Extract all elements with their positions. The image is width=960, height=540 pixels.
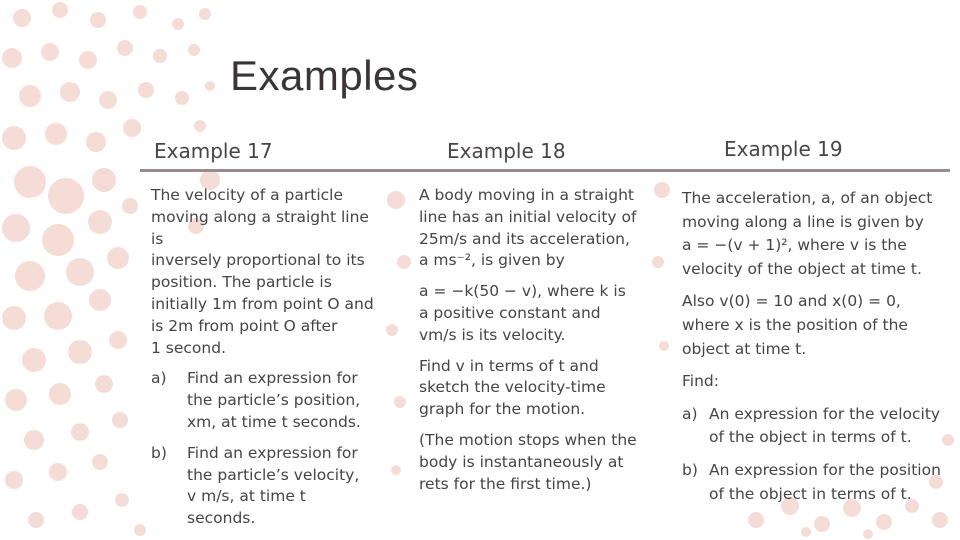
example-17-item-b: b) Find an expression for the particle’s velocity, v m/s, at time t seconds. [151,443,360,528]
example-19-item-a: a) An expression for the velocity of the object in terms of t. [682,404,941,447]
example-17-body [151,185,386,539]
example-17-intro: The velocity of a particle moving along a straight line is inversely proportional to its position. The particle is initially 1m from point O and is 2m from point O after 1 second. [151,186,374,357]
example-18-para-3: Find v in terms of t and sketch the velocity-time graph for the motion. [419,356,606,419]
example-19-find-label: Find: [682,372,719,391]
example-19-heading: Example 19 [724,137,843,161]
example-18-body [419,185,654,504]
example-18-para-2: a = −k(50 − v), where k is a positive constant and vm/s is its velocity. [419,282,626,344]
example-17-heading: Example 17 [154,139,273,163]
example-19-body [682,187,947,515]
example-18-para-4: (The motion stops when the body is instantaneously at rets for the first time.) [419,430,637,493]
example-19-item-b: b) An expression for the position of the object in terms of t. [682,460,941,503]
header-divider [140,169,950,172]
example-19-para-2: Also v(0) = 10 and x(0) = 0, where x is the position of the object at time t. [682,292,908,358]
example-18-heading: Example 18 [447,139,566,163]
slide-title: Examples [230,52,419,99]
example-17-item-a: a) Find an expression for the particle’s position, xm, at time t seconds. [151,369,361,431]
example-19-para-1: The acceleration, a, of an object moving along a line is given by a = −(v + 1)², where v is the velocity of the object at time t. [682,189,933,278]
example-18-para-1: A body moving in a straight line has an initial velocity of 25m/s and its acceleration, a ms⁻², is given by [419,186,637,270]
